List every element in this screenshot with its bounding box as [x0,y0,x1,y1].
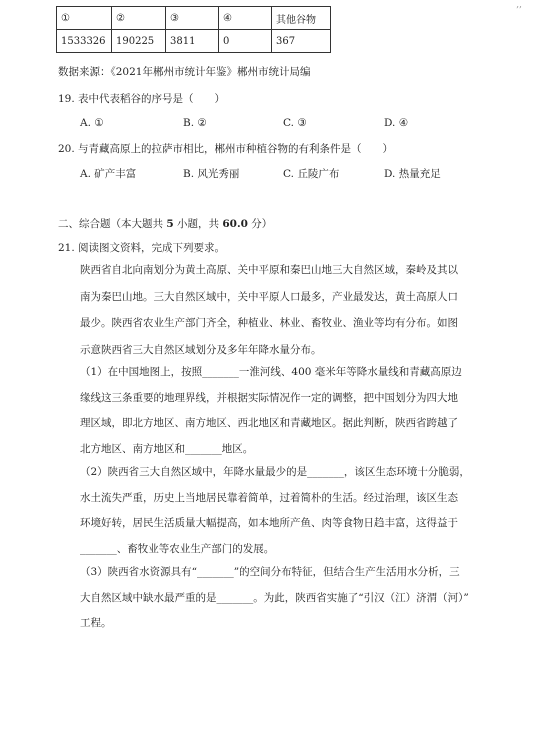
table-cell: ③ [166,7,219,30]
question-19-stem: 19. 表中代表稻谷的序号是（ ） [58,93,226,105]
q20-option-a: A. 矿产丰富 [80,168,137,180]
table-cell: 3811 [166,30,219,53]
q19-option-d: D. ④ [384,117,409,129]
passage-line: 南为秦巴山地。三大自然区域中，关中平原人口最多，产业最发达，黄土高原人口 [80,290,458,303]
table-cell: ② [112,7,166,30]
q19-option-b: B. ② [183,117,207,129]
table-row [57,30,331,53]
part-line: 工程。 [80,617,112,629]
section-question-count: 5 [166,218,174,230]
table-cell: 其他谷物 [272,7,331,30]
grain-statistics-table [56,6,331,53]
part-line: 北方地区、南方地区和_______地区。 [80,442,254,455]
section-title-prefix: 二、综合题（本大题共 [58,218,167,230]
table-cell: 190225 [112,30,166,53]
table-cell: ① [57,7,112,30]
passage-line: 最少。陕西省农业生产部门齐全，种植业、林业、畜牧业、渔业等均有分布。如图 [80,317,458,329]
q19-option-c: C. ③ [283,117,307,129]
part-line: _______、畜牧业等农业生产部门的发展。 [80,542,275,555]
passage-line: 陕西省自北向南划分为黄土高原、关中平原和秦巴山地三大自然区域，秦岭及其以 [80,264,458,276]
q20-option-c: C. 丘陵广布 [283,168,340,180]
question-21-stem: 21. 阅读图文资料，完成下列要求。 [58,242,226,254]
q21-part-3 [80,560,485,637]
q19-option-a: A. ① [80,117,104,129]
q21-passage [80,257,485,363]
part-line: （2）陕西省三大自然区域中，年降水量最少的是_______，该区生态环境十分脆弱， [80,466,470,478]
section-title-mid: 小题，共 [173,218,223,230]
section-2-heading [58,216,272,231]
table-cell: 367 [272,30,331,53]
part-line: （3）陕西省水资源具有“_______”的空间分布特征，但结合生产生活用水分析，三 [80,566,460,578]
data-source-note: 数据来源：《2021年郴州市统计年鉴》郴州市统计局编 [58,66,311,78]
passage-line: 示意陕西省三大自然区域划分及多年年降水量分布。 [80,343,322,356]
question-20-stem: 20. 与青藏高原上的拉萨市相比，郴州市种植谷物的有利条件是（ ） [58,143,394,155]
q20-option-b: B. 风光秀丽 [183,168,240,180]
table-cell: ④ [219,7,272,30]
part-line: （1）在中国地图上，按照_______一淮河线、400 毫米年等降水量线和青藏高原边 [80,366,462,378]
table-cell: 0 [219,30,272,53]
part-line: 水土流失严重，历史上当地居民靠着简单，过着简朴的生活。经过治理，该区生态 [80,491,458,504]
part-line: 大自然区域中缺水最严重的是_______。为此，陕西省实施了“引汉（江）济渭（河）” [80,591,469,604]
part-line: 环境好转，居民生活质量大幅提高，如本地所产鱼、肉等食物日趋丰富，这得益于 [80,517,458,529]
q20-option-d: D. 热量充足 [384,168,441,180]
q21-part-1 [80,360,485,462]
q21-part-2 [80,460,485,562]
part-line: 理区域，即北方地区、南方地区、西北地区和青藏地区。据此判断，陕西省跨越了 [80,417,458,429]
section-title-suffix: 分） [247,218,273,230]
table-row [57,7,331,30]
table-cell: 1533326 [57,30,112,53]
section-total-score: 60.0 [222,218,248,230]
part-line: 缘线这三条重要的地理界线，并根据实际情况作一定的调整，把中国划分为四大地 [80,391,458,404]
corner-mark: ,, [516,0,522,10]
